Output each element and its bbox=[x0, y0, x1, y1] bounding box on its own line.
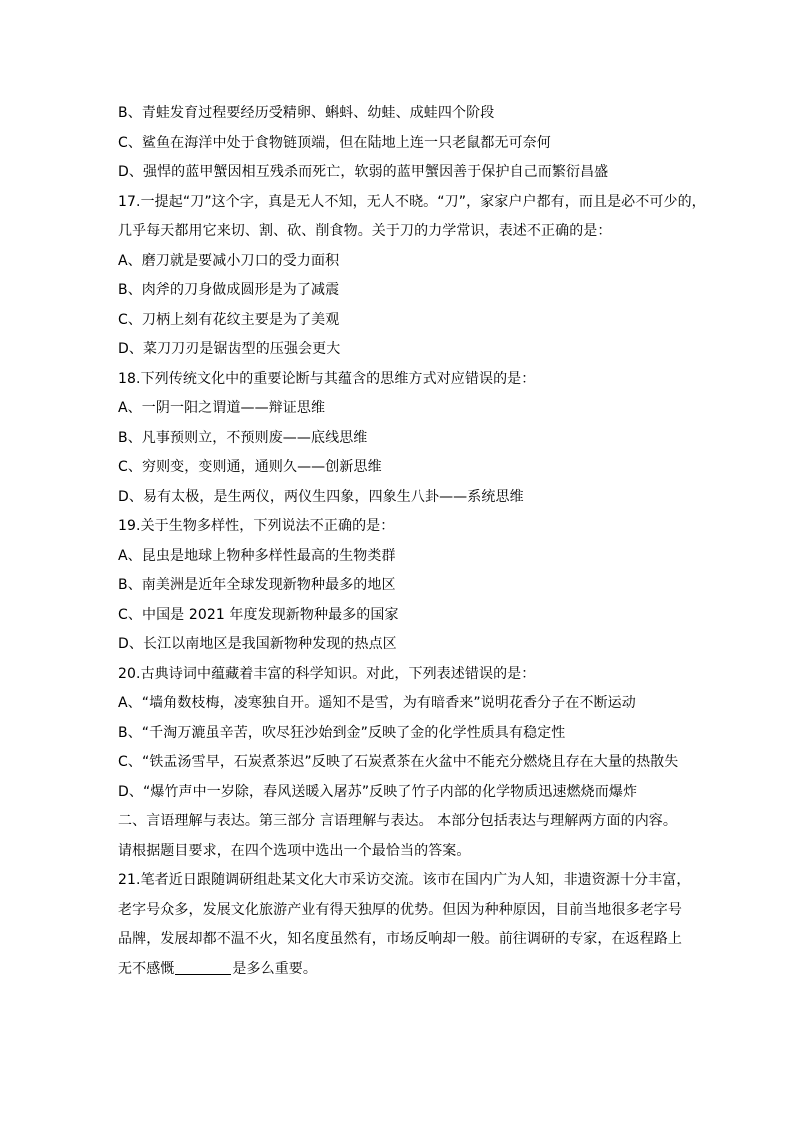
q20-option-d: D、“爆竹声中一岁除，春风送暖入屠苏”反映了竹子内部的化学物质迅速燃烧而爆炸 bbox=[118, 783, 638, 800]
section2-instruction: 请根据题目要求，在四个选项中选出一个最恰当的答案。 bbox=[118, 842, 471, 859]
q19-option-d: D、长江以南地区是我国新物种发现的热点区 bbox=[118, 636, 397, 652]
q17-option-d: D、菜刀刀刃是锯齿型的压强会更大 bbox=[118, 341, 341, 357]
q21-text-after-blank: 是多么重要。 bbox=[232, 960, 318, 977]
q18-option-d: D、易有太极，是生两仪，两仪生四象，四象生八卦——系统思维 bbox=[118, 488, 524, 505]
q21-stem-line3: 品牌，发展却都不温不火，知名度虽然有，市场反响却一般。前往调研的专家，在返程路上 bbox=[118, 931, 682, 947]
q16-option-b: B、青蛙发育过程要经历受精卵、蝌蚪、幼蛙、成蛙四个阶段 bbox=[118, 105, 495, 121]
q19-option-b: B、南美洲是近年全球发现新物种最多的地区 bbox=[118, 577, 396, 593]
q17-option-a: A、磨刀就是要减小刀口的受力面积 bbox=[118, 252, 340, 269]
q21-stem-line1: 21.笔者近日跟随调研组赴某文化大市采访交流。该市在国内广为人知，非遗资源十分丰富， bbox=[118, 872, 691, 888]
q20-option-b: B、“千淘万漉虽辛苦，吹尽狂沙始到金”反映了金的化学性质具有稳定性 bbox=[118, 724, 566, 741]
section2-heading: 二、言语理解与表达。第三部分 言语理解与表达。 本部分包括表达与理解两方面的内容。 bbox=[118, 813, 677, 829]
q21-text-before-blank: 无不感慨 bbox=[118, 960, 175, 977]
q18-option-c: C、穷则变，变则通，通则久——创新思维 bbox=[118, 459, 382, 475]
q18-option-b: B、凡事预则立，不预则废——底线思维 bbox=[118, 429, 368, 446]
q20-option-a: A、“墙角数枝梅，凌寒独自开。遥知不是雪，为有暗香来”说明花香分子在不断运动 bbox=[118, 695, 636, 711]
q16-option-d: D、强悍的蓝甲蟹因相互残杀而死亡，软弱的蓝甲蟹因善于保护自己而繁衍昌盛 bbox=[118, 164, 609, 180]
q20-stem: 20.古典诗词中蕴藏着丰富的科学知识。对此，下列表述错误的是： bbox=[118, 665, 536, 682]
q21-stem-line4 bbox=[118, 955, 718, 985]
q16-option-c: C、鲨鱼在海洋中处于食物链顶端，但在陆地上连一只老鼠都无可奈何 bbox=[118, 134, 551, 151]
q21-stem-line2: 老字号众多，发展文化旅游产业有得天独厚的优势。但因为种种原因，目前当地很多老字号 bbox=[118, 901, 682, 918]
q19-option-c: C、中国是 2021 年度发现新物种最多的国家 bbox=[118, 606, 399, 623]
q17-stem-line2: 几乎每天都用它来切、割、砍、削食物。关于刀的力学常识，表述不正确的是： bbox=[118, 223, 612, 239]
q17-stem-line1: 17.一提起“刀”这个字，真是无人不知，无人不晓。“刀”，家家户户都有，而且是必不可少的， bbox=[118, 193, 706, 210]
q18-stem: 18.下列传统文化中的重要论断与其蕴含的思维方式对应错误的是： bbox=[118, 370, 536, 387]
q20-option-c: C、“铁盂汤雪早，石炭煮茶迟”反映了石炭煮茶在火盆中不能充分燃烧且存在大量的热散失 bbox=[118, 754, 679, 770]
answer-blank bbox=[175, 960, 231, 975]
q17-option-c: C、刀柄上刻有花纹主要是为了美观 bbox=[118, 311, 340, 328]
q19-stem: 19.关于生物多样性，下列说法不正确的是： bbox=[118, 518, 395, 534]
q18-option-a: A、一阴一阳之谓道——辩证思维 bbox=[118, 400, 326, 416]
q19-option-a: A、昆虫是地球上物种多样性最高的生物类群 bbox=[118, 547, 396, 564]
question-text-block bbox=[118, 99, 718, 984]
q17-option-b: B、肉斧的刀身做成圆形是为了减震 bbox=[118, 282, 340, 298]
